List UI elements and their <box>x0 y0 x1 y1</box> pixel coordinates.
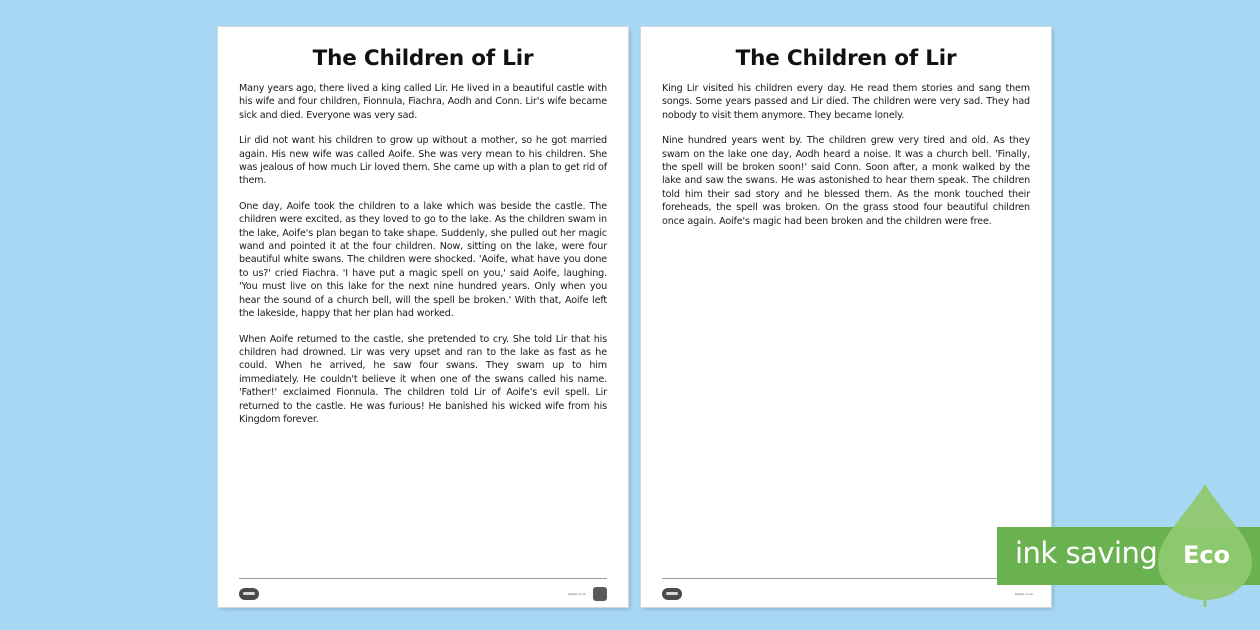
page-title: The Children of Lir <box>735 46 957 71</box>
eco-badge-text: Eco <box>1183 541 1231 569</box>
paragraph: Lir did not want his children to grow up without a mother, so he got married again. His new wife was called Aoife. She was very mean to his children. She was jealous of how much Lir loved them. She came up with a plan to get rid of them. <box>239 135 607 187</box>
footer-divider <box>662 578 1030 579</box>
twinkl-logo-icon <box>239 588 259 600</box>
footer-divider <box>239 578 607 579</box>
page-title: The Children of Lir <box>312 46 534 71</box>
footer-site-text: twinkl.co.uk <box>568 592 586 596</box>
paragraph: Many years ago, there lived a king called Lir. He lived in a beautiful castle with his wife and four children, Fionnula, Fiachra, Aodh and Conn. Lir's wife became sick and died. Everyone was very sad. <box>239 83 607 121</box>
ink-saving-label: ink saving <box>1015 536 1158 570</box>
paragraph: King Lir visited his children every day. He read them stories and sang them songs. Some years passed and Lir died. The children were very sad. They had nobody to visit them anymore. They became lonely. <box>662 83 1030 121</box>
paragraph: When Aoife returned to the castle, she pretended to cry. She told Lir that his children had drowned. Lir was very upset and ran to the lake as fast as he could. When he arrived, he saw four swans. They swam up to him immediately. He couldn't believe it when one of the swans called his name. 'Father!' exclaimed Fionnula. The children told Lir of Aoife's evil spell. Lir returned to the castle. He was furious! He banished his wicked wife from his Kingdom forever. <box>239 333 607 425</box>
page-body <box>239 82 607 438</box>
worksheet-page-1 <box>218 27 628 607</box>
quality-badge-icon <box>593 587 607 601</box>
paragraph: Nine hundred years went by. The children grew very tired and old. As they swam on the lake one day, Aodh heard a noise. It was a church bell. 'Finally, the spell will be broken soon!' said Conn. Soon after, a monk walked by the lake and saw the swans. He was astonished to hear them speak. The children told him their sad story and he blessed them. As the monk touched their foreheads, the spell was broken. On the grass stood four beautiful children once again. Aoife's magic had been broken and the children were free. <box>662 135 1030 227</box>
worksheet-page-2 <box>641 27 1051 607</box>
twinkl-logo-icon <box>662 588 682 600</box>
footer-site-text: twinkl.co.uk <box>1015 592 1033 596</box>
page-body <box>662 82 1030 240</box>
paragraph: One day, Aoife took the children to a lake which was beside the castle. The children were excited, as they loved to go to the lake. As the children swam in the lake, Aoife's plan began to take shape. Suddenly, she pulled out her magic wand and pointed it at the four children. Now, sitting on the lake, were four beautiful white swans. The children were shocked. 'Aoife, what have you done to us?' cried Fiachra. 'I have put a magic spell on you,' said Aoife, laughing. 'You must live on this lake for the next nine hundred years. Only when you hear the sound of a church bell, will the spell be broken.' With that, Aoife left the lakeside, happy that her plan had worked. <box>239 200 607 320</box>
